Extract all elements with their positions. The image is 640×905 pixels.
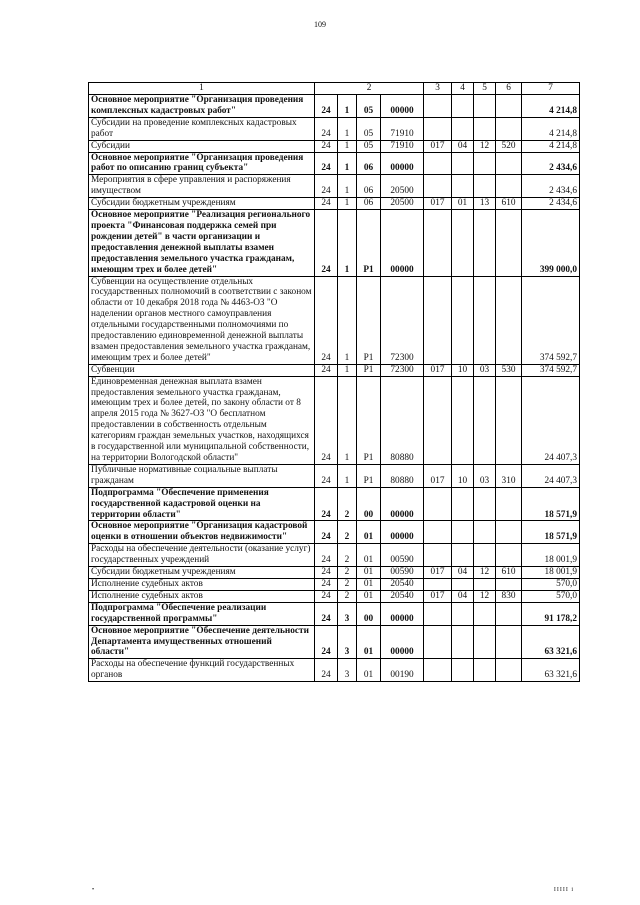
code-ministry-cell: 017 xyxy=(424,590,452,602)
code-section-cell xyxy=(452,487,474,521)
amount-cell: 63 321,6 xyxy=(522,659,580,682)
code-subsection-cell xyxy=(474,544,496,567)
amount-cell: 570,0 xyxy=(522,590,580,602)
code-subsection-cell xyxy=(474,659,496,682)
header-cell-1: 1 xyxy=(89,83,315,95)
row-name-cell: Основное мероприятие "Организация проведения комплексных кадастровых работ" xyxy=(89,95,315,118)
amount-cell: 2 434,6 xyxy=(522,152,580,175)
table-row xyxy=(89,175,580,198)
code-direction-cell: 00000 xyxy=(381,152,424,175)
table-header xyxy=(89,83,580,95)
code-activity-cell: 06 xyxy=(357,152,381,175)
table-row xyxy=(89,590,580,602)
row-name-cell: Единовременная денежная выплата взамен предоставления земельного участка гражданам, имеющим трех и более детей, по закону области от 8 апреля 2015 года № 3627-ОЗ "О бесплатном предоставлении в собственность отдельным категориям граждан земельных участков, находящихся в государственной или муниципальной собственности, на территории Вологодской области" xyxy=(89,376,315,464)
code-activity-cell: 01 xyxy=(357,659,381,682)
code-section-cell: 04 xyxy=(452,590,474,602)
code-program-cell: 24 xyxy=(315,625,338,659)
code-direction-cell: 00000 xyxy=(381,487,424,521)
code-expense-type-cell xyxy=(496,276,522,364)
code-activity-cell: 06 xyxy=(357,198,381,210)
code-subsection-cell xyxy=(474,487,496,521)
code-expense-type-cell xyxy=(496,210,522,276)
code-activity-cell: Р1 xyxy=(357,276,381,364)
code-direction-cell: 00000 xyxy=(381,210,424,276)
code-activity-cell: 05 xyxy=(357,117,381,140)
amount-cell: 570,0 xyxy=(522,578,580,590)
header-cell-4: 4 xyxy=(452,83,474,95)
code-direction-cell: 72300 xyxy=(381,276,424,364)
code-ministry-cell xyxy=(424,578,452,590)
code-expense-type-cell xyxy=(496,544,522,567)
code-expense-type-cell xyxy=(496,659,522,682)
code-subprogram-cell: 2 xyxy=(338,578,357,590)
code-section-cell xyxy=(452,578,474,590)
code-section-cell xyxy=(452,602,474,625)
code-section-cell xyxy=(452,175,474,198)
row-name-cell: Основное мероприятие "Организация проведения работ по описанию границ субъекта" xyxy=(89,152,315,175)
code-direction-cell: 20540 xyxy=(381,590,424,602)
code-program-cell: 24 xyxy=(315,521,338,544)
code-subprogram-cell: 1 xyxy=(338,117,357,140)
code-subprogram-cell: 1 xyxy=(338,464,357,487)
code-subsection-cell xyxy=(474,276,496,364)
code-program-cell: 24 xyxy=(315,567,338,579)
code-subsection-cell xyxy=(474,578,496,590)
code-program-cell: 24 xyxy=(315,578,338,590)
code-program-cell: 24 xyxy=(315,175,338,198)
code-section-cell xyxy=(452,521,474,544)
code-expense-type-cell: 520 xyxy=(496,140,522,152)
code-activity-cell: Р1 xyxy=(357,464,381,487)
row-name-cell: Подпрограмма "Обеспечение реализации государственной программы" xyxy=(89,602,315,625)
code-expense-type-cell xyxy=(496,117,522,140)
table-row xyxy=(89,578,580,590)
code-ministry-cell: 017 xyxy=(424,140,452,152)
amount-cell: 4 214,8 xyxy=(522,95,580,118)
code-subsection-cell xyxy=(474,602,496,625)
code-section-cell xyxy=(452,95,474,118)
amount-cell: 2 434,6 xyxy=(522,198,580,210)
amount-cell: 63 321,6 xyxy=(522,625,580,659)
code-subsection-cell: 12 xyxy=(474,567,496,579)
code-section-cell xyxy=(452,376,474,464)
row-name-cell: Субсидии бюджетным учреждениям xyxy=(89,567,315,579)
table-row xyxy=(89,487,580,521)
code-direction-cell: 00590 xyxy=(381,567,424,579)
code-subsection-cell: 03 xyxy=(474,364,496,376)
code-direction-cell: 20500 xyxy=(381,198,424,210)
code-ministry-cell: 017 xyxy=(424,464,452,487)
code-activity-cell: Р1 xyxy=(357,376,381,464)
code-subprogram-cell: 3 xyxy=(338,602,357,625)
amount-cell: 24 407,3 xyxy=(522,464,580,487)
code-subsection-cell: 12 xyxy=(474,590,496,602)
code-direction-cell: 00190 xyxy=(381,659,424,682)
amount-cell: 24 407,3 xyxy=(522,376,580,464)
code-direction-cell: 71910 xyxy=(381,140,424,152)
code-expense-type-cell xyxy=(496,625,522,659)
code-subprogram-cell: 1 xyxy=(338,276,357,364)
code-subprogram-cell: 1 xyxy=(338,175,357,198)
amount-cell: 18 571,9 xyxy=(522,521,580,544)
code-subprogram-cell: 3 xyxy=(338,625,357,659)
table-row xyxy=(89,276,580,364)
table-row xyxy=(89,95,580,118)
code-subprogram-cell: 1 xyxy=(338,152,357,175)
table-row xyxy=(89,602,580,625)
code-program-cell: 24 xyxy=(315,602,338,625)
code-activity-cell: 01 xyxy=(357,567,381,579)
amount-cell: 91 178,2 xyxy=(522,602,580,625)
header-cell-7: 7 xyxy=(522,83,580,95)
code-direction-cell: 00000 xyxy=(381,602,424,625)
code-program-cell: 24 xyxy=(315,117,338,140)
code-program-cell: 24 xyxy=(315,464,338,487)
code-subprogram-cell: 1 xyxy=(338,95,357,118)
amount-cell: 4 214,8 xyxy=(522,140,580,152)
code-activity-cell: Р1 xyxy=(357,210,381,276)
table-row xyxy=(89,521,580,544)
code-direction-cell: 80880 xyxy=(381,464,424,487)
code-section-cell xyxy=(452,544,474,567)
header-cell-2: 2 xyxy=(315,83,424,95)
code-ministry-cell: 017 xyxy=(424,364,452,376)
code-program-cell: 24 xyxy=(315,590,338,602)
code-program-cell: 24 xyxy=(315,152,338,175)
code-direction-cell: 72300 xyxy=(381,364,424,376)
header-cell-3: 3 xyxy=(424,83,452,95)
header-cell-5: 5 xyxy=(474,83,496,95)
code-activity-cell: 01 xyxy=(357,578,381,590)
row-name-cell: Расходы на обеспечение функций государственных органов xyxy=(89,659,315,682)
row-name-cell: Подпрограмма "Обеспечение применения государственной кадастровой оценки на территории области" xyxy=(89,487,315,521)
code-direction-cell: 00000 xyxy=(381,625,424,659)
table-row xyxy=(89,544,580,567)
code-program-cell: 24 xyxy=(315,659,338,682)
code-subsection-cell xyxy=(474,210,496,276)
table-row xyxy=(89,625,580,659)
code-activity-cell: Р1 xyxy=(357,364,381,376)
code-section-cell xyxy=(452,152,474,175)
code-ministry-cell xyxy=(424,95,452,118)
code-ministry-cell xyxy=(424,175,452,198)
code-expense-type-cell: 530 xyxy=(496,364,522,376)
code-subprogram-cell: 2 xyxy=(338,487,357,521)
code-ministry-cell xyxy=(424,521,452,544)
code-activity-cell: 01 xyxy=(357,625,381,659)
code-activity-cell: 06 xyxy=(357,175,381,198)
code-section-cell: 04 xyxy=(452,567,474,579)
code-program-cell: 24 xyxy=(315,276,338,364)
code-ministry-cell xyxy=(424,276,452,364)
code-subsection-cell xyxy=(474,175,496,198)
code-subsection-cell xyxy=(474,95,496,118)
code-ministry-cell: 017 xyxy=(424,567,452,579)
table-row xyxy=(89,567,580,579)
code-expense-type-cell xyxy=(496,175,522,198)
code-section-cell: 10 xyxy=(452,364,474,376)
code-activity-cell: 01 xyxy=(357,544,381,567)
code-subprogram-cell: 2 xyxy=(338,544,357,567)
code-ministry-cell: 017 xyxy=(424,198,452,210)
code-expense-type-cell xyxy=(496,487,522,521)
code-direction-cell: 00000 xyxy=(381,95,424,118)
code-ministry-cell xyxy=(424,659,452,682)
row-name-cell: Исполнение судебных актов xyxy=(89,578,315,590)
code-direction-cell: 00000 xyxy=(381,521,424,544)
code-subsection-cell: 13 xyxy=(474,198,496,210)
code-section-cell: 10 xyxy=(452,464,474,487)
code-subprogram-cell: 2 xyxy=(338,521,357,544)
code-direction-cell: 20500 xyxy=(381,175,424,198)
table-row xyxy=(89,140,580,152)
code-expense-type-cell: 610 xyxy=(496,567,522,579)
header-cell-6: 6 xyxy=(496,83,522,95)
row-name-cell: Расходы на обеспечение деятельности (оказание услуг) государственных учреждений xyxy=(89,544,315,567)
code-program-cell: 24 xyxy=(315,140,338,152)
code-subprogram-cell: 1 xyxy=(338,210,357,276)
row-name-cell: Субсидии на проведение комплексных кадастровых работ xyxy=(89,117,315,140)
row-name-cell: Мероприятия в сфере управления и распоряжения имуществом xyxy=(89,175,315,198)
code-subsection-cell xyxy=(474,117,496,140)
row-name-cell: Исполнение судебных актов xyxy=(89,590,315,602)
table-row xyxy=(89,117,580,140)
code-expense-type-cell xyxy=(496,376,522,464)
code-activity-cell: 01 xyxy=(357,590,381,602)
code-expense-type-cell xyxy=(496,521,522,544)
code-program-cell: 24 xyxy=(315,364,338,376)
row-name-cell: Основное мероприятие "Организация кадастровой оценки в отношении объектов недвижимости" xyxy=(89,521,315,544)
row-name-cell: Субвенции на осуществление отдельных государственных полномочий в соответствии с законом области от 10 декабря 2018 года № 4463-ОЗ "О наделении органов местного самоуправления отдельными государственными полномочиями по предоставлению единовременной денежной выплаты взамен предоставления земельного участка гражданам, имеющим трех и более детей" xyxy=(89,276,315,364)
code-subprogram-cell: 2 xyxy=(338,567,357,579)
code-ministry-cell xyxy=(424,487,452,521)
code-direction-cell: 71910 xyxy=(381,117,424,140)
code-subprogram-cell: 1 xyxy=(338,364,357,376)
code-activity-cell: 05 xyxy=(357,95,381,118)
row-name-cell: Субсидии xyxy=(89,140,315,152)
code-program-cell: 24 xyxy=(315,544,338,567)
code-program-cell: 24 xyxy=(315,376,338,464)
amount-cell: 18 001,9 xyxy=(522,544,580,567)
amount-cell: 18 571,9 xyxy=(522,487,580,521)
code-subsection-cell xyxy=(474,376,496,464)
amount-cell: 399 000,0 xyxy=(522,210,580,276)
amount-cell: 2 434,6 xyxy=(522,175,580,198)
amount-cell: 374 592,7 xyxy=(522,276,580,364)
code-subprogram-cell: 1 xyxy=(338,376,357,464)
code-expense-type-cell: 310 xyxy=(496,464,522,487)
code-section-cell xyxy=(452,210,474,276)
row-name-cell: Основное мероприятие "Обеспечение деятельности Департамента имущественных отношений области" xyxy=(89,625,315,659)
code-expense-type-cell xyxy=(496,152,522,175)
code-subsection-cell xyxy=(474,152,496,175)
code-subprogram-cell: 3 xyxy=(338,659,357,682)
code-ministry-cell xyxy=(424,625,452,659)
code-subsection-cell xyxy=(474,625,496,659)
code-subprogram-cell: 1 xyxy=(338,140,357,152)
code-ministry-cell xyxy=(424,117,452,140)
table-row xyxy=(89,376,580,464)
code-section-cell xyxy=(452,625,474,659)
code-subprogram-cell: 1 xyxy=(338,198,357,210)
table-row xyxy=(89,659,580,682)
code-program-cell: 24 xyxy=(315,487,338,521)
row-name-cell: Публичные нормативные социальные выплаты гражданам xyxy=(89,464,315,487)
amount-cell: 374 592,7 xyxy=(522,364,580,376)
row-name-cell: Основное мероприятие "Реализация регионального проекта "Финансовая поддержка семей при рождении детей" в части организации и предоставления денежной выплаты взамен предоставления земельного участка гражданам, имеющим трех и более детей" xyxy=(89,210,315,276)
budget-table xyxy=(88,82,580,682)
code-section-cell xyxy=(452,117,474,140)
table-row xyxy=(89,210,580,276)
code-program-cell: 24 xyxy=(315,95,338,118)
code-expense-type-cell xyxy=(496,95,522,118)
code-ministry-cell xyxy=(424,210,452,276)
code-section-cell xyxy=(452,659,474,682)
code-ministry-cell xyxy=(424,152,452,175)
code-expense-type-cell: 830 xyxy=(496,590,522,602)
code-subsection-cell xyxy=(474,521,496,544)
code-direction-cell: 00590 xyxy=(381,544,424,567)
code-ministry-cell xyxy=(424,602,452,625)
code-activity-cell: 00 xyxy=(357,602,381,625)
code-ministry-cell xyxy=(424,544,452,567)
code-expense-type-cell xyxy=(496,602,522,625)
code-activity-cell: 01 xyxy=(357,521,381,544)
code-expense-type-cell: 610 xyxy=(496,198,522,210)
code-program-cell: 24 xyxy=(315,198,338,210)
table-row xyxy=(89,198,580,210)
code-program-cell: 24 xyxy=(315,210,338,276)
footer-mark-right: ІІІІІ і xyxy=(553,887,574,893)
footer-mark-left: • xyxy=(92,887,95,893)
amount-cell: 18 001,9 xyxy=(522,567,580,579)
amount-cell: 4 214,8 xyxy=(522,117,580,140)
code-direction-cell: 20540 xyxy=(381,578,424,590)
row-name-cell: Субсидии бюджетным учреждениям xyxy=(89,198,315,210)
code-activity-cell: 00 xyxy=(357,487,381,521)
code-activity-cell: 05 xyxy=(357,140,381,152)
code-direction-cell: 80880 xyxy=(381,376,424,464)
code-subprogram-cell: 2 xyxy=(338,590,357,602)
code-section-cell: 01 xyxy=(452,198,474,210)
table-row xyxy=(89,464,580,487)
table-row xyxy=(89,152,580,175)
table-row xyxy=(89,364,580,376)
code-section-cell: 04 xyxy=(452,140,474,152)
page-number: 109 xyxy=(314,20,326,29)
row-name-cell: Субвенции xyxy=(89,364,315,376)
code-section-cell xyxy=(452,276,474,364)
code-subsection-cell: 03 xyxy=(474,464,496,487)
code-ministry-cell xyxy=(424,376,452,464)
code-subsection-cell: 12 xyxy=(474,140,496,152)
code-expense-type-cell xyxy=(496,578,522,590)
